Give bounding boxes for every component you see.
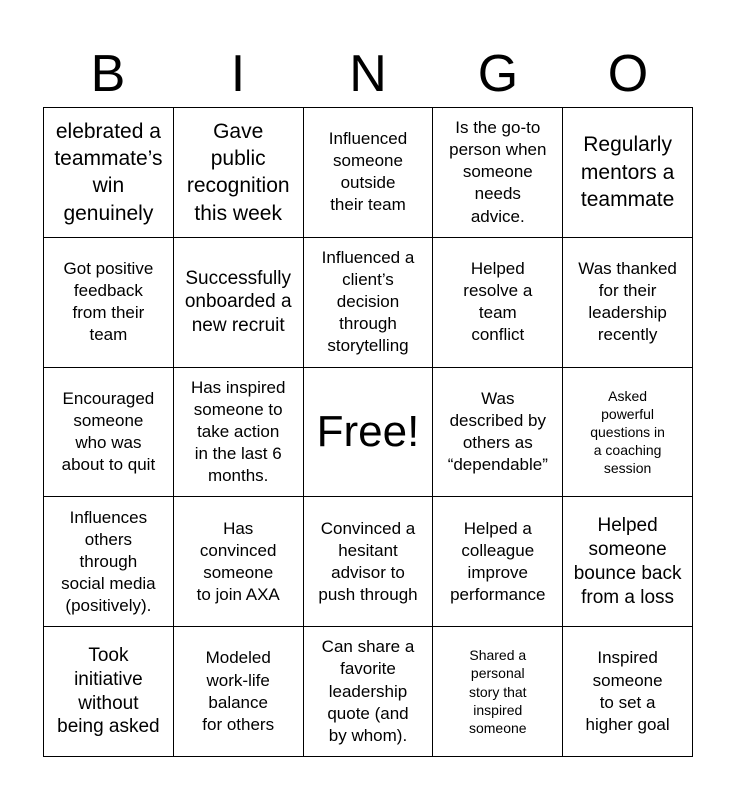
- bingo-cell-text: Regularly mentors a teammate: [580, 133, 675, 212]
- bingo-cell[interactable]: [44, 368, 174, 498]
- bingo-cell[interactable]: [563, 238, 693, 368]
- bingo-cell[interactable]: [44, 238, 174, 368]
- bingo-cell-text: Is the go-to person when someone needs advice.: [449, 118, 547, 226]
- bingo-cell-text: Modeled work-life balance for others: [202, 648, 275, 734]
- bingo-cell-text: Took initiative without being asked: [57, 645, 160, 738]
- bingo-cell-text: Can share a favorite leadership quote (and by whom).: [321, 637, 415, 745]
- bingo-cell[interactable]: [304, 108, 434, 238]
- bingo-cell-text: Influences others through social media (positively).: [61, 507, 156, 615]
- bingo-cell-text: Inspired someone to set a higher goal: [585, 648, 670, 734]
- free-space-cell[interactable]: [304, 368, 434, 498]
- bingo-cell-text: Influenced a client’s decision through storytelling: [321, 247, 415, 356]
- bingo-cell[interactable]: [563, 368, 693, 498]
- bingo-cell-text: Got positive feedback from their team: [63, 259, 154, 345]
- bingo-cell-text: Encouraged someone who was about to quit: [61, 388, 156, 475]
- bingo-cell-text: Helped someone bounce back from a loss: [573, 515, 682, 608]
- bingo-header: [43, 44, 693, 104]
- bingo-card-grid: [43, 107, 693, 757]
- bingo-cell-text: Was described by others as “dependable”: [447, 388, 548, 475]
- header-letter-o: O: [607, 45, 649, 103]
- bingo-cell-text: Gave public recognition this week: [186, 119, 290, 225]
- header-letter-g: G: [477, 45, 519, 103]
- bingo-cell[interactable]: [304, 497, 434, 627]
- bingo-cell[interactable]: [304, 627, 434, 757]
- bingo-cell-text: Asked powerful questions in a coaching session: [590, 387, 665, 477]
- bingo-cell[interactable]: [563, 627, 693, 757]
- bingo-cell[interactable]: [174, 238, 304, 368]
- header-letter-i: I: [230, 45, 246, 103]
- bingo-cell[interactable]: [433, 368, 563, 498]
- bingo-cell[interactable]: [174, 497, 304, 627]
- bingo-cell[interactable]: [174, 368, 304, 498]
- bingo-cell[interactable]: [174, 627, 304, 757]
- bingo-cell-text: Helped resolve a team conflict: [463, 259, 533, 345]
- bingo-cell[interactable]: [433, 497, 563, 627]
- bingo-cell[interactable]: [44, 108, 174, 238]
- header-letter-n: N: [349, 45, 387, 103]
- bingo-cell-text: Was thanked for their leadership recently: [578, 259, 677, 345]
- bingo-cell-text: elebrated a teammate’s win genuinely: [54, 119, 163, 225]
- bingo-cell[interactable]: [433, 108, 563, 238]
- bingo-cell[interactable]: [174, 108, 304, 238]
- bingo-cell-text: Convinced a hesitant advisor to push through: [318, 518, 418, 604]
- bingo-cell[interactable]: [304, 238, 434, 368]
- bingo-cell[interactable]: [563, 108, 693, 238]
- bingo-cell-text: Influenced someone outside their team: [328, 129, 408, 215]
- bingo-cell-text: Helped a colleague improve performance: [450, 518, 546, 604]
- bingo-cell[interactable]: [433, 627, 563, 757]
- bingo-cell[interactable]: [44, 627, 174, 757]
- bingo-cell-text: Successfully onboarded a new recruit: [184, 267, 292, 337]
- bingo-cell-text: Shared a personal story that inspired someone: [468, 647, 527, 736]
- bingo-cell-text: Has convinced someone to join AXA: [196, 518, 280, 604]
- bingo-cell[interactable]: [44, 497, 174, 627]
- header-letter-b: B: [90, 45, 126, 103]
- bingo-cell-text: Has inspired someone to take action in the last 6 months.: [190, 377, 286, 486]
- bingo-cell[interactable]: [563, 497, 693, 627]
- free-space-text: Free!: [316, 406, 420, 456]
- bingo-cell[interactable]: [433, 238, 563, 368]
